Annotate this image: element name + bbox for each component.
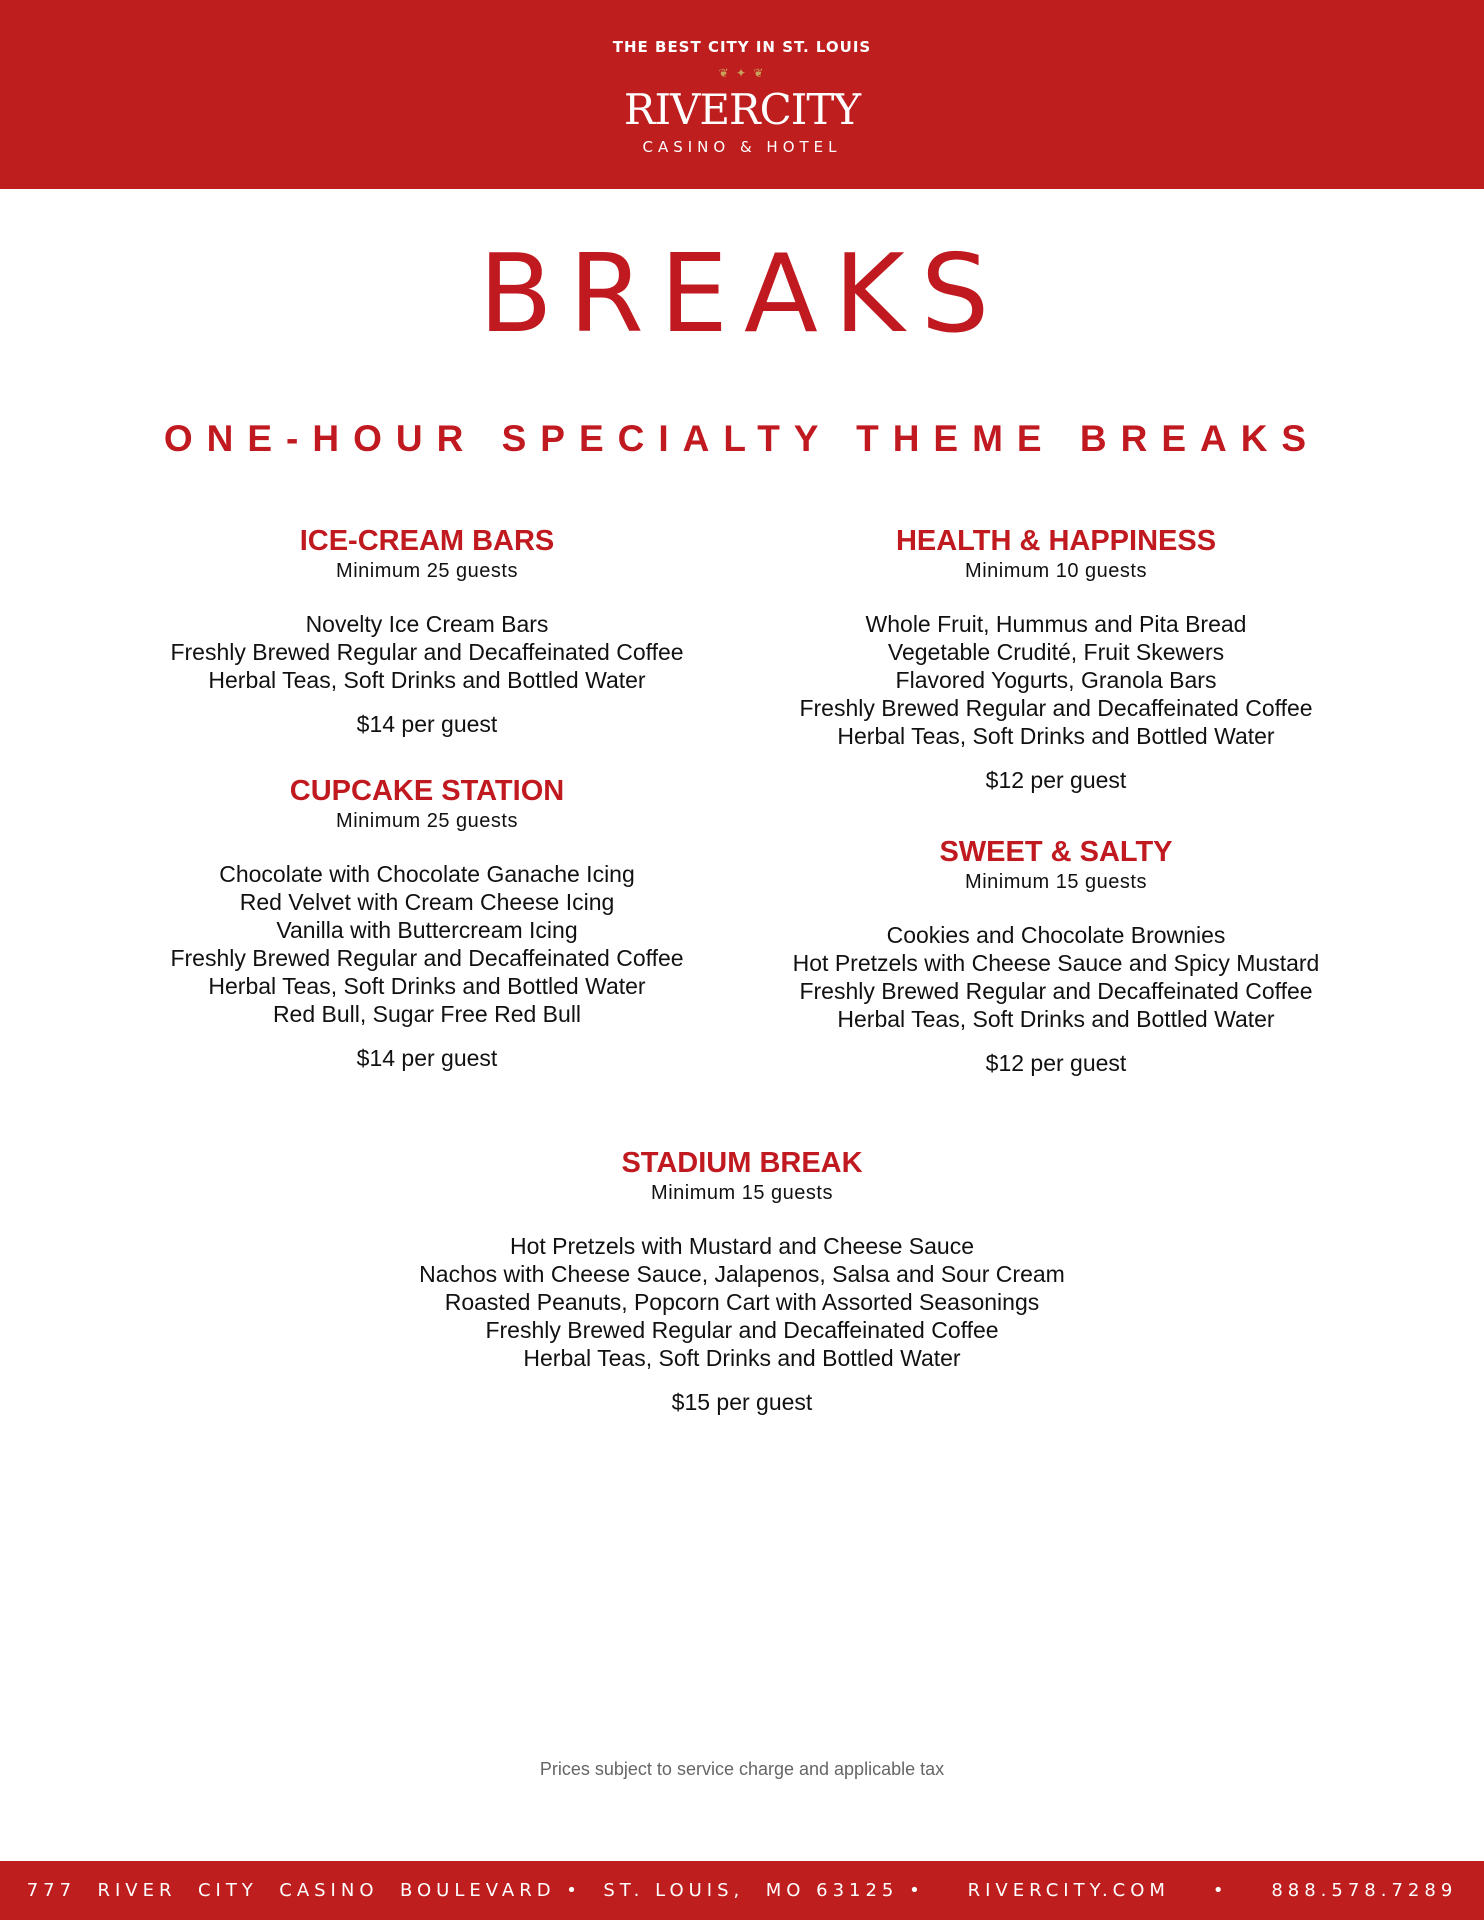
menu-item: Freshly Brewed Regular and Decaffeinated Coffee	[170, 945, 684, 971]
section-heading: ICE-CREAM BARS	[299, 525, 555, 557]
section-heading: SWEET & SALTY	[939, 836, 1173, 868]
menu-item: Herbal Teas, Soft Drinks and Bottled Water	[208, 667, 646, 693]
menu-item: Novelty Ice Cream Bars	[305, 611, 549, 637]
menu-item: Cookies and Chocolate Brownies	[886, 922, 1226, 948]
section-price: $14 per guest	[356, 711, 498, 737]
section-cupcake-station	[127, 773, 727, 1072]
menu-item: Vegetable Crudité, Fruit Skewers	[887, 639, 1225, 665]
menu-item: Chocolate with Chocolate Ganache Icing	[219, 861, 635, 887]
logo-ornament: ❦ ✦ ❦	[718, 66, 766, 80]
section-minimum: Minimum 25 guests	[336, 810, 518, 832]
logo-subtitle: CASINO & HOTEL	[642, 138, 842, 156]
menu-item: Red Velvet with Cream Cheese Icing	[239, 889, 615, 915]
section-items	[127, 860, 727, 1028]
section-price: $14 per guest	[356, 1045, 498, 1071]
section-heading: CUPCAKE STATION	[289, 775, 565, 807]
page-title: BREAKS	[478, 232, 1006, 357]
section-minimum: Minimum 10 guests	[965, 560, 1147, 582]
menu-item: Whole Fruit, Hummus and Pita Bread	[865, 611, 1247, 637]
section-health-happiness	[756, 523, 1356, 794]
section-items	[756, 921, 1356, 1033]
menu-item: Roasted Peanuts, Popcorn Cart with Assorted Seasonings	[444, 1289, 1040, 1315]
menu-item: Freshly Brewed Regular and Decaffeinated Coffee	[799, 978, 1313, 1004]
menu-item: Vanilla with Buttercream Icing	[276, 917, 578, 943]
section-items	[756, 610, 1356, 750]
section-heading: HEALTH & HAPPINESS	[895, 525, 1217, 557]
section-items	[127, 610, 727, 694]
logo-wordmark: RIVERCITY	[623, 85, 861, 134]
section-ice-cream-bars	[127, 523, 727, 738]
section-minimum: Minimum 15 guests	[965, 871, 1147, 893]
section-heading: STADIUM BREAK	[621, 1147, 863, 1179]
section-minimum: Minimum 25 guests	[336, 560, 518, 582]
menu-item: Flavored Yogurts, Granola Bars	[895, 667, 1217, 693]
menu-item: Herbal Teas, Soft Drinks and Bottled Water	[837, 723, 1275, 749]
menu-item: Freshly Brewed Regular and Decaffeinated Coffee	[170, 639, 684, 665]
menu-item: Herbal Teas, Soft Drinks and Bottled Water	[837, 1006, 1275, 1032]
page-subtitle: ONE-HOUR SPECIALTY THEME BREAKS	[163, 418, 1321, 459]
menu-item: Herbal Teas, Soft Drinks and Bottled Water	[208, 973, 646, 999]
section-sweet-salty	[756, 834, 1356, 1077]
menu-item: Freshly Brewed Regular and Decaffeinated Coffee	[799, 695, 1313, 721]
menu-item: Hot Pretzels with Mustard and Cheese Sauce	[509, 1233, 975, 1259]
menu-item: Red Bull, Sugar Free Red Bull	[272, 1001, 582, 1027]
section-price: $15 per guest	[671, 1389, 813, 1415]
menu-item: Hot Pretzels with Cheese Sauce and Spicy Mustard	[792, 950, 1320, 976]
section-stadium-break	[342, 1145, 1142, 1416]
header-banner	[0, 0, 1484, 189]
section-price: $12 per guest	[985, 767, 1127, 793]
section-price: $12 per guest	[985, 1050, 1127, 1076]
menu-item: Freshly Brewed Regular and Decaffeinated Coffee	[485, 1317, 999, 1343]
menu-item: Nachos with Cheese Sauce, Jalapenos, Salsa and Sour Cream	[419, 1261, 1065, 1287]
section-items	[342, 1232, 1142, 1372]
section-minimum: Minimum 15 guests	[651, 1182, 833, 1204]
footer-address-bar: 777 RIVER CITY CASINO BOULEVARD • ST. LOUIS, MO 63125 • RIVERCITY.COM • 888.578.7289	[0, 1861, 1484, 1920]
pricing-note: Prices subject to service charge and applicable tax	[539, 1759, 945, 1779]
tagline: THE BEST CITY IN ST. LOUIS	[612, 38, 872, 56]
menu-item: Herbal Teas, Soft Drinks and Bottled Water	[523, 1345, 961, 1371]
